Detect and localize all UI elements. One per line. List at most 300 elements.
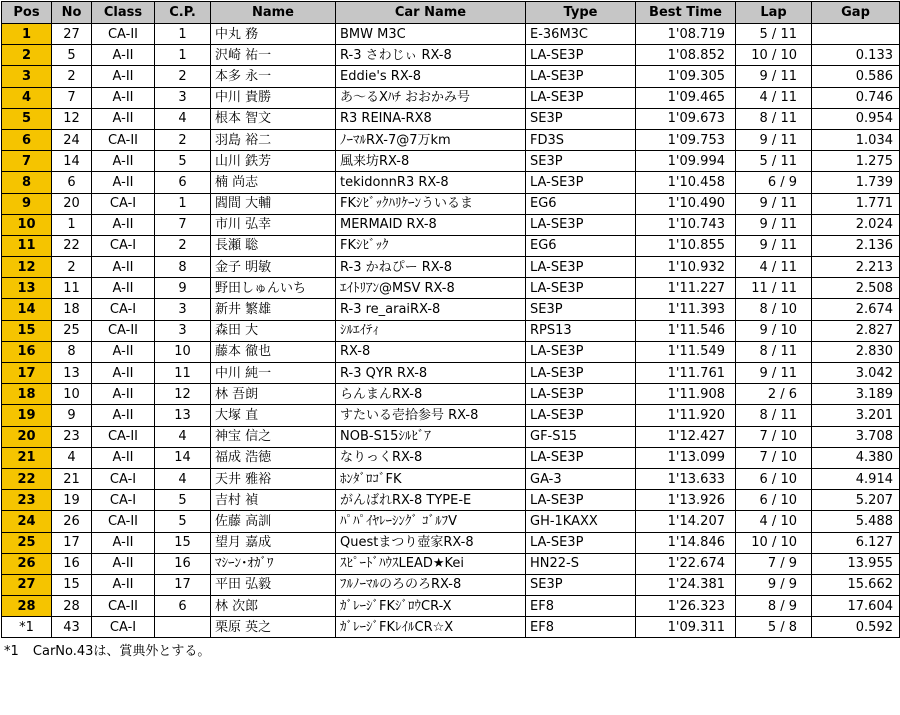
cell-lap: 10 / 10 bbox=[736, 45, 812, 66]
cell-class: A-II bbox=[92, 172, 155, 193]
cell-pos: 19 bbox=[2, 405, 52, 426]
cell-pos: 20 bbox=[2, 426, 52, 447]
header-gap: Gap bbox=[812, 2, 900, 24]
cell-gap: 1.739 bbox=[812, 172, 900, 193]
cell-type: LA-SE3P bbox=[526, 172, 636, 193]
cell-cp: 11 bbox=[155, 363, 211, 384]
cell-gap: 1.771 bbox=[812, 193, 900, 214]
cell-best-time: 1'13.099 bbox=[636, 447, 736, 468]
cell-best-time: 1'10.932 bbox=[636, 257, 736, 278]
cell-gap: 2.213 bbox=[812, 257, 900, 278]
cell-class: A-II bbox=[92, 214, 155, 235]
cell-no: 11 bbox=[52, 278, 92, 299]
cell-lap: 9 / 11 bbox=[736, 363, 812, 384]
header-no: No bbox=[52, 2, 92, 24]
cell-cp: 2 bbox=[155, 235, 211, 256]
header-car-name: Car Name bbox=[336, 2, 526, 24]
cell-gap bbox=[812, 24, 900, 45]
table-row bbox=[2, 426, 900, 447]
cell-name: 市川 弘幸 bbox=[211, 214, 336, 235]
cell-pos: 17 bbox=[2, 363, 52, 384]
cell-gap: 0.592 bbox=[812, 617, 900, 638]
table-row bbox=[2, 490, 900, 511]
cell-name: 林 吾朗 bbox=[211, 384, 336, 405]
cell-class: A-II bbox=[92, 341, 155, 362]
footnote-text: CarNo.43は、賞典外とする。 bbox=[32, 644, 211, 660]
cell-no: 25 bbox=[52, 320, 92, 341]
cell-gap: 6.127 bbox=[812, 532, 900, 553]
cell-no: 7 bbox=[52, 87, 92, 108]
cell-name: 森田 大 bbox=[211, 320, 336, 341]
cell-lap: 7 / 9 bbox=[736, 553, 812, 574]
cell-car-name: MERMAID RX-8 bbox=[336, 214, 526, 235]
table-row bbox=[2, 24, 900, 45]
table-row bbox=[2, 45, 900, 66]
header-pos: Pos bbox=[2, 2, 52, 24]
cell-gap: 13.955 bbox=[812, 553, 900, 574]
cell-type: GH-1KAXX bbox=[526, 511, 636, 532]
cell-type: LA-SE3P bbox=[526, 384, 636, 405]
table-row bbox=[2, 511, 900, 532]
table-row bbox=[2, 384, 900, 405]
header-row bbox=[2, 2, 900, 24]
header-lap: Lap bbox=[736, 2, 812, 24]
cell-no: 43 bbox=[52, 617, 92, 638]
cell-lap: 10 / 10 bbox=[736, 532, 812, 553]
cell-car-name: FKｼﾋﾞｯｸ bbox=[336, 235, 526, 256]
cell-car-name: NOB-S15ｼﾙﾋﾞｱ bbox=[336, 426, 526, 447]
cell-name: 林 次郎 bbox=[211, 596, 336, 617]
cell-name: 中川 純一 bbox=[211, 363, 336, 384]
cell-lap: 5 / 8 bbox=[736, 617, 812, 638]
cell-car-name: ｼﾙｴｲﾃｨ bbox=[336, 320, 526, 341]
cell-gap: 5.488 bbox=[812, 511, 900, 532]
cell-type: LA-SE3P bbox=[526, 405, 636, 426]
cell-car-name: Questまつり壺家RX-8 bbox=[336, 532, 526, 553]
cell-car-name: R3 REINA-RX8 bbox=[336, 108, 526, 129]
table-row bbox=[2, 151, 900, 172]
cell-cp: 17 bbox=[155, 574, 211, 595]
header-cp: C.P. bbox=[155, 2, 211, 24]
cell-pos: 9 bbox=[2, 193, 52, 214]
cell-pos: 2 bbox=[2, 45, 52, 66]
table-row bbox=[2, 341, 900, 362]
cell-name: 羽島 裕二 bbox=[211, 129, 336, 150]
cell-best-time: 1'11.761 bbox=[636, 363, 736, 384]
cell-class: A-II bbox=[92, 257, 155, 278]
cell-type: E-36M3C bbox=[526, 24, 636, 45]
cell-type: LA-SE3P bbox=[526, 341, 636, 362]
results-table bbox=[1, 1, 900, 638]
cell-best-time: 1'24.381 bbox=[636, 574, 736, 595]
cell-cp: 16 bbox=[155, 553, 211, 574]
cell-car-name: R-3 re_araiRX-8 bbox=[336, 299, 526, 320]
cell-no: 21 bbox=[52, 468, 92, 489]
cell-lap: 8 / 10 bbox=[736, 299, 812, 320]
cell-class: A-II bbox=[92, 108, 155, 129]
cell-type: LA-SE3P bbox=[526, 490, 636, 511]
cell-type: LA-SE3P bbox=[526, 257, 636, 278]
cell-cp: 3 bbox=[155, 87, 211, 108]
cell-no: 5 bbox=[52, 45, 92, 66]
cell-car-name: BMW M3C bbox=[336, 24, 526, 45]
cell-name: 野田しゅんいち bbox=[211, 278, 336, 299]
cell-best-time: 1'09.994 bbox=[636, 151, 736, 172]
cell-cp: 4 bbox=[155, 108, 211, 129]
cell-best-time: 1'22.674 bbox=[636, 553, 736, 574]
cell-cp: 12 bbox=[155, 384, 211, 405]
cell-type: FD3S bbox=[526, 129, 636, 150]
table-row bbox=[2, 214, 900, 235]
cell-no: 4 bbox=[52, 447, 92, 468]
cell-best-time: 1'08.852 bbox=[636, 45, 736, 66]
cell-class: A-II bbox=[92, 447, 155, 468]
cell-no: 2 bbox=[52, 66, 92, 87]
cell-class: CA-II bbox=[92, 511, 155, 532]
cell-no: 8 bbox=[52, 341, 92, 362]
cell-name: 吉村 禎 bbox=[211, 490, 336, 511]
cell-type: GA-3 bbox=[526, 468, 636, 489]
cell-pos: *1 bbox=[2, 617, 52, 638]
cell-name: 佐藤 高訓 bbox=[211, 511, 336, 532]
table-row bbox=[2, 257, 900, 278]
cell-pos: 23 bbox=[2, 490, 52, 511]
cell-car-name: あ～るXﾊﾁ おおかみ号 bbox=[336, 87, 526, 108]
cell-no: 23 bbox=[52, 426, 92, 447]
cell-pos: 6 bbox=[2, 129, 52, 150]
cell-lap: 7 / 10 bbox=[736, 447, 812, 468]
cell-type: LA-SE3P bbox=[526, 66, 636, 87]
cell-car-name: R-3 さわじぃ RX-8 bbox=[336, 45, 526, 66]
footnote bbox=[4, 640, 900, 659]
cell-pos: 26 bbox=[2, 553, 52, 574]
cell-best-time: 1'09.465 bbox=[636, 87, 736, 108]
cell-cp: 4 bbox=[155, 426, 211, 447]
cell-best-time: 1'11.546 bbox=[636, 320, 736, 341]
cell-name: 中丸 務 bbox=[211, 24, 336, 45]
footnote-mark: *1 bbox=[4, 644, 19, 660]
cell-cp: 6 bbox=[155, 596, 211, 617]
cell-no: 14 bbox=[52, 151, 92, 172]
cell-lap: 8 / 11 bbox=[736, 341, 812, 362]
cell-no: 12 bbox=[52, 108, 92, 129]
table-row bbox=[2, 363, 900, 384]
cell-gap: 2.136 bbox=[812, 235, 900, 256]
cell-gap: 0.746 bbox=[812, 87, 900, 108]
cell-gap: 17.604 bbox=[812, 596, 900, 617]
cell-lap: 6 / 9 bbox=[736, 172, 812, 193]
cell-lap: 4 / 10 bbox=[736, 511, 812, 532]
cell-car-name: がんばれRX-8 TYPE-E bbox=[336, 490, 526, 511]
cell-class: CA-I bbox=[92, 468, 155, 489]
cell-best-time: 1'14.207 bbox=[636, 511, 736, 532]
cell-gap: 1.034 bbox=[812, 129, 900, 150]
cell-no: 18 bbox=[52, 299, 92, 320]
cell-gap: 3.189 bbox=[812, 384, 900, 405]
cell-type: SE3P bbox=[526, 151, 636, 172]
cell-class: CA-I bbox=[92, 617, 155, 638]
header-best-time: Best Time bbox=[636, 2, 736, 24]
cell-type: SE3P bbox=[526, 108, 636, 129]
table-row bbox=[2, 87, 900, 108]
cell-pos: 28 bbox=[2, 596, 52, 617]
cell-best-time: 1'09.311 bbox=[636, 617, 736, 638]
cell-cp: 8 bbox=[155, 257, 211, 278]
cell-class: A-II bbox=[92, 553, 155, 574]
cell-no: 16 bbox=[52, 553, 92, 574]
cell-lap: 5 / 11 bbox=[736, 24, 812, 45]
cell-cp: 2 bbox=[155, 129, 211, 150]
cell-best-time: 1'10.490 bbox=[636, 193, 736, 214]
cell-cp: 3 bbox=[155, 320, 211, 341]
cell-class: CA-II bbox=[92, 320, 155, 341]
cell-pos: 11 bbox=[2, 235, 52, 256]
table-row bbox=[2, 193, 900, 214]
cell-gap: 15.662 bbox=[812, 574, 900, 595]
cell-lap: 4 / 11 bbox=[736, 87, 812, 108]
cell-car-name: ﾉｰﾏﾙRX-7@7万km bbox=[336, 129, 526, 150]
cell-name: 大塚 直 bbox=[211, 405, 336, 426]
cell-car-name: Eddie's RX-8 bbox=[336, 66, 526, 87]
cell-no: 15 bbox=[52, 574, 92, 595]
cell-gap: 0.586 bbox=[812, 66, 900, 87]
cell-type: RPS13 bbox=[526, 320, 636, 341]
cell-name: 藤本 徹也 bbox=[211, 341, 336, 362]
cell-no: 2 bbox=[52, 257, 92, 278]
cell-lap: 8 / 11 bbox=[736, 405, 812, 426]
cell-best-time: 1'09.753 bbox=[636, 129, 736, 150]
cell-name: 楠 尚志 bbox=[211, 172, 336, 193]
cell-name: ﾏｼｰﾝ･ｵｶﾞﾜ bbox=[211, 553, 336, 574]
cell-best-time: 1'10.855 bbox=[636, 235, 736, 256]
cell-lap: 4 / 11 bbox=[736, 257, 812, 278]
cell-type: LA-SE3P bbox=[526, 45, 636, 66]
cell-class: A-II bbox=[92, 363, 155, 384]
cell-best-time: 1'14.846 bbox=[636, 532, 736, 553]
cell-name: 神宝 信之 bbox=[211, 426, 336, 447]
cell-cp: 3 bbox=[155, 299, 211, 320]
cell-type: LA-SE3P bbox=[526, 447, 636, 468]
cell-name: 沢崎 祐一 bbox=[211, 45, 336, 66]
cell-class: A-II bbox=[92, 87, 155, 108]
cell-no: 1 bbox=[52, 214, 92, 235]
table-row bbox=[2, 278, 900, 299]
cell-car-name: すたいる壱拾参号 RX-8 bbox=[336, 405, 526, 426]
cell-pos: 18 bbox=[2, 384, 52, 405]
cell-name: 根本 智文 bbox=[211, 108, 336, 129]
cell-name: 平田 弘毅 bbox=[211, 574, 336, 595]
cell-pos: 25 bbox=[2, 532, 52, 553]
cell-lap: 9 / 11 bbox=[736, 235, 812, 256]
cell-car-name: らんまんRX-8 bbox=[336, 384, 526, 405]
cell-lap: 9 / 11 bbox=[736, 129, 812, 150]
cell-car-name: ｶﾞﾚｰｼﾞFKﾚｲﾙCR☆X bbox=[336, 617, 526, 638]
cell-name: 望月 嘉成 bbox=[211, 532, 336, 553]
cell-class: A-II bbox=[92, 278, 155, 299]
cell-name: 中川 貴勝 bbox=[211, 87, 336, 108]
header-type: Type bbox=[526, 2, 636, 24]
cell-gap: 1.275 bbox=[812, 151, 900, 172]
cell-best-time: 1'10.458 bbox=[636, 172, 736, 193]
cell-name: 天井 雅裕 bbox=[211, 468, 336, 489]
cell-best-time: 1'11.549 bbox=[636, 341, 736, 362]
cell-type: SE3P bbox=[526, 299, 636, 320]
cell-class: A-II bbox=[92, 574, 155, 595]
cell-no: 17 bbox=[52, 532, 92, 553]
cell-pos: 8 bbox=[2, 172, 52, 193]
cell-best-time: 1'12.427 bbox=[636, 426, 736, 447]
cell-no: 13 bbox=[52, 363, 92, 384]
table-row bbox=[2, 66, 900, 87]
cell-no: 6 bbox=[52, 172, 92, 193]
cell-pos: 27 bbox=[2, 574, 52, 595]
cell-class: A-II bbox=[92, 384, 155, 405]
cell-no: 10 bbox=[52, 384, 92, 405]
cell-name: 新井 繁雄 bbox=[211, 299, 336, 320]
cell-pos: 10 bbox=[2, 214, 52, 235]
cell-gap: 3.708 bbox=[812, 426, 900, 447]
cell-cp: 1 bbox=[155, 24, 211, 45]
table-row bbox=[2, 553, 900, 574]
cell-car-name: R-3 かねぴー RX-8 bbox=[336, 257, 526, 278]
cell-best-time: 1'11.227 bbox=[636, 278, 736, 299]
cell-class: A-II bbox=[92, 405, 155, 426]
cell-gap: 5.207 bbox=[812, 490, 900, 511]
cell-type: EG6 bbox=[526, 235, 636, 256]
cell-pos: 5 bbox=[2, 108, 52, 129]
table-row bbox=[2, 129, 900, 150]
cell-car-name: R-3 QYR RX-8 bbox=[336, 363, 526, 384]
cell-lap: 7 / 10 bbox=[736, 426, 812, 447]
cell-type: LA-SE3P bbox=[526, 532, 636, 553]
cell-no: 24 bbox=[52, 129, 92, 150]
cell-cp: 1 bbox=[155, 193, 211, 214]
cell-type: GF-S15 bbox=[526, 426, 636, 447]
cell-lap: 6 / 10 bbox=[736, 468, 812, 489]
table-row bbox=[2, 447, 900, 468]
cell-type: LA-SE3P bbox=[526, 214, 636, 235]
cell-type: EG6 bbox=[526, 193, 636, 214]
cell-cp: 14 bbox=[155, 447, 211, 468]
cell-lap: 9 / 11 bbox=[736, 193, 812, 214]
cell-car-name: ﾌﾙﾉｰﾏﾙのろのろRX-8 bbox=[336, 574, 526, 595]
cell-lap: 5 / 11 bbox=[736, 151, 812, 172]
cell-type: SE3P bbox=[526, 574, 636, 595]
cell-pos: 3 bbox=[2, 66, 52, 87]
header-class: Class bbox=[92, 2, 155, 24]
cell-best-time: 1'09.673 bbox=[636, 108, 736, 129]
cell-gap: 2.024 bbox=[812, 214, 900, 235]
cell-name: 金子 明敏 bbox=[211, 257, 336, 278]
cell-lap: 6 / 10 bbox=[736, 490, 812, 511]
table-row bbox=[2, 596, 900, 617]
cell-class: CA-I bbox=[92, 193, 155, 214]
cell-gap: 3.201 bbox=[812, 405, 900, 426]
cell-gap: 0.954 bbox=[812, 108, 900, 129]
cell-pos: 12 bbox=[2, 257, 52, 278]
cell-cp: 4 bbox=[155, 468, 211, 489]
cell-car-name: なりっくRX-8 bbox=[336, 447, 526, 468]
cell-car-name: FKｼﾋﾞｯｸﾊﾘｹｰﾝういるま bbox=[336, 193, 526, 214]
cell-lap: 2 / 6 bbox=[736, 384, 812, 405]
cell-pos: 4 bbox=[2, 87, 52, 108]
cell-cp bbox=[155, 617, 211, 638]
table-row bbox=[2, 108, 900, 129]
cell-lap: 9 / 9 bbox=[736, 574, 812, 595]
cell-class: CA-II bbox=[92, 129, 155, 150]
cell-lap: 8 / 9 bbox=[736, 596, 812, 617]
cell-best-time: 1'26.323 bbox=[636, 596, 736, 617]
cell-best-time: 1'10.743 bbox=[636, 214, 736, 235]
table-row bbox=[2, 172, 900, 193]
table-row bbox=[2, 532, 900, 553]
cell-name: 山川 鉄芳 bbox=[211, 151, 336, 172]
cell-gap: 4.380 bbox=[812, 447, 900, 468]
cell-best-time: 1'11.908 bbox=[636, 384, 736, 405]
cell-type: LA-SE3P bbox=[526, 87, 636, 108]
table-row bbox=[2, 405, 900, 426]
results-body bbox=[2, 24, 900, 638]
header-name: Name bbox=[211, 2, 336, 24]
cell-name: 栗原 英之 bbox=[211, 617, 336, 638]
cell-car-name: ﾎﾝﾀﾞﾛｺﾞFK bbox=[336, 468, 526, 489]
cell-car-name: 風来坊RX-8 bbox=[336, 151, 526, 172]
cell-gap: 2.827 bbox=[812, 320, 900, 341]
cell-car-name: ｶﾞﾚｰｼﾞFKｼﾞﾛｳCR-X bbox=[336, 596, 526, 617]
cell-pos: 14 bbox=[2, 299, 52, 320]
cell-class: CA-II bbox=[92, 596, 155, 617]
cell-pos: 24 bbox=[2, 511, 52, 532]
cell-no: 22 bbox=[52, 235, 92, 256]
cell-class: A-II bbox=[92, 45, 155, 66]
cell-pos: 13 bbox=[2, 278, 52, 299]
cell-no: 20 bbox=[52, 193, 92, 214]
cell-best-time: 1'13.633 bbox=[636, 468, 736, 489]
cell-class: A-II bbox=[92, 66, 155, 87]
cell-lap: 9 / 11 bbox=[736, 214, 812, 235]
cell-type: LA-SE3P bbox=[526, 363, 636, 384]
cell-gap: 2.674 bbox=[812, 299, 900, 320]
cell-no: 27 bbox=[52, 24, 92, 45]
cell-pos: 16 bbox=[2, 341, 52, 362]
table-row bbox=[2, 617, 900, 638]
cell-cp: 5 bbox=[155, 490, 211, 511]
cell-class: CA-I bbox=[92, 235, 155, 256]
cell-class: CA-I bbox=[92, 299, 155, 320]
cell-best-time: 1'11.393 bbox=[636, 299, 736, 320]
table-row bbox=[2, 320, 900, 341]
cell-type: LA-SE3P bbox=[526, 278, 636, 299]
cell-gap: 4.914 bbox=[812, 468, 900, 489]
cell-car-name: ｽﾋﾟｰﾄﾞﾊｳｽLEAD★Kei bbox=[336, 553, 526, 574]
cell-lap: 9 / 11 bbox=[736, 66, 812, 87]
cell-pos: 15 bbox=[2, 320, 52, 341]
cell-no: 9 bbox=[52, 405, 92, 426]
table-row bbox=[2, 468, 900, 489]
cell-cp: 10 bbox=[155, 341, 211, 362]
cell-best-time: 1'11.920 bbox=[636, 405, 736, 426]
table-row bbox=[2, 299, 900, 320]
cell-class: CA-I bbox=[92, 490, 155, 511]
cell-no: 28 bbox=[52, 596, 92, 617]
cell-type: HN22-S bbox=[526, 553, 636, 574]
cell-car-name: RX-8 bbox=[336, 341, 526, 362]
cell-car-name: ｴｲﾄﾘｱﾝ@MSV RX-8 bbox=[336, 278, 526, 299]
cell-gap: 2.830 bbox=[812, 341, 900, 362]
cell-cp: 9 bbox=[155, 278, 211, 299]
cell-car-name: ﾊﾟﾊﾟｲﾔﾚｰｼﾝｸﾞ ｺﾞﾙﾌV bbox=[336, 511, 526, 532]
cell-cp: 5 bbox=[155, 511, 211, 532]
